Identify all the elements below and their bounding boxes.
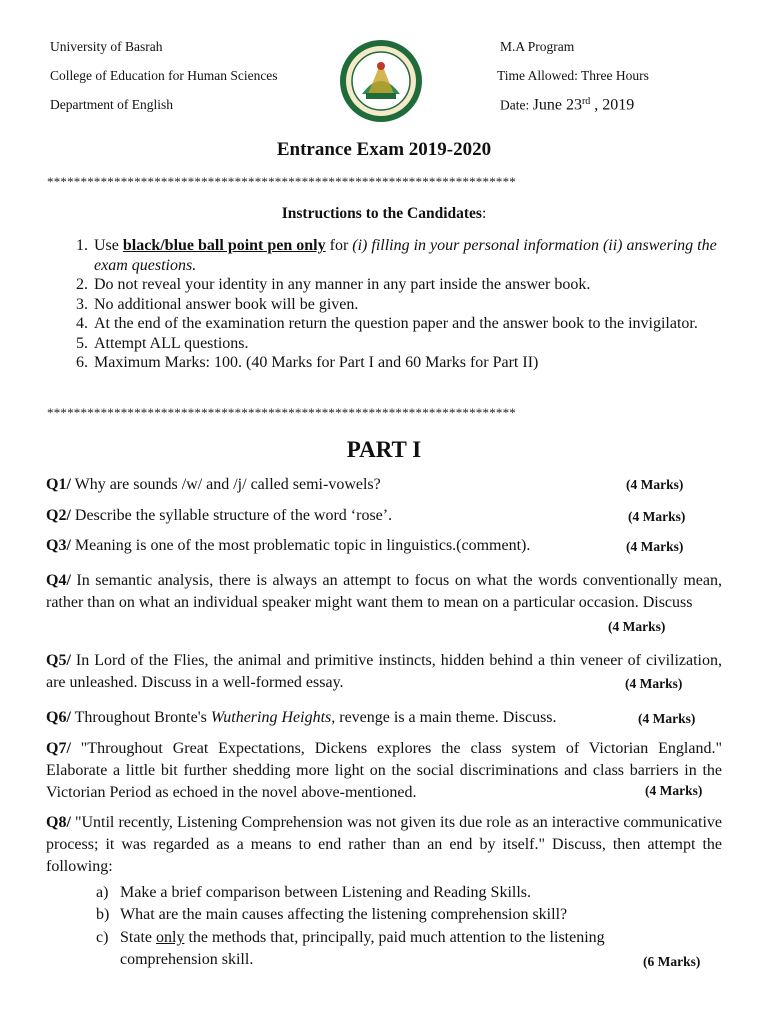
instructions-list <box>48 236 752 373</box>
question-7 <box>46 738 722 804</box>
instruction-item: 2. Do not reveal your identity in any manner in any part inside the answer book. <box>92 275 752 295</box>
question-text: In semantic analysis, there is always an attempt to focus on what the words conventionally mean, rather than on what an individual speaker might want them to mean on a particular occasion. Discuss <box>46 572 722 611</box>
instruction-item <box>92 236 752 275</box>
university-name: University of Basrah <box>50 39 163 54</box>
question-number: Q1/ <box>46 476 71 493</box>
time-allowed: Time Allowed: Three Hours <box>497 68 649 83</box>
question-6 <box>46 707 722 729</box>
instruction-item: 4. At the end of the examination return the question paper and the answer book to the invigilator. <box>92 314 752 334</box>
question-number: Q2/ <box>46 507 71 524</box>
program-name: M.A Program <box>500 39 575 54</box>
question-8-part-c <box>96 927 656 971</box>
exam-title: Entrance Exam 2019-2020 <box>276 139 492 160</box>
sub-text-pre: State <box>120 929 156 946</box>
question-text: "Until recently, Listening Comprehension was not given its due role as an interactive communicative process; it was regarded as a means to end rather than an end by itself." Discuss, then attempt the following: <box>46 814 722 875</box>
question-marks: (4 Marks) <box>645 783 703 798</box>
date-value: June 23 <box>532 96 582 114</box>
sub-text-underline: only <box>156 929 185 946</box>
question-number: Q7/ <box>46 740 71 757</box>
question-8 <box>46 812 722 878</box>
question-number: Q6/ <box>46 709 71 726</box>
question-marks: (6 Marks) <box>643 954 701 969</box>
instructions-heading-text: Instructions to the Candidates <box>281 205 482 222</box>
instructions-heading-colon: : <box>481 205 487 222</box>
question-marks: (4 Marks) <box>628 509 686 524</box>
question-3 <box>46 535 722 557</box>
question-text: Describe the syllable structure of the word ‘rose’. <box>70 507 393 524</box>
question-8-part-a <box>96 882 716 904</box>
question-text: Meaning is one of the most problematic topic in linguistics.(comment). <box>70 537 531 554</box>
instruction-1-bold: black/blue ball point pen only <box>122 237 326 254</box>
question-number: Q8/ <box>46 814 71 831</box>
question-number: Q5/ <box>46 652 71 669</box>
instruction-item: 6. Maximum Marks: 100. (40 Marks for Part I and 60 Marks for Part II) <box>92 353 752 373</box>
sub-text <box>120 927 656 971</box>
question-text-post: , revenge is a main theme. Discuss. <box>331 709 557 726</box>
question-number: Q3/ <box>46 537 71 554</box>
question-1 <box>46 474 722 496</box>
sub-text: Make a brief comparison between Listening and Reading Skills. <box>120 884 532 901</box>
date-suffix: rd <box>581 96 591 107</box>
question-marks: (4 Marks) <box>626 477 684 492</box>
question-text: "Throughout Great Expectations, Dickens explores the class system of Victorian England." Elaborate a little bit further shedding more light on the social discriminations and class barriers in the Victorian Period as echoed in the novel above-mentioned. <box>46 740 722 801</box>
instruction-1-mid: for <box>325 237 353 254</box>
date-year: , 2019 <box>590 96 635 114</box>
question-5 <box>46 650 722 694</box>
instruction-item: 3. No additional answer book will be given. <box>92 295 752 315</box>
separator-top: ********************************************************************** <box>47 174 516 189</box>
college-seal-logo <box>338 38 424 124</box>
sub-text: What are the main causes affecting the listening comprehension skill? <box>120 906 568 923</box>
exam-date <box>500 96 634 115</box>
instruction-1-pre: Use <box>94 237 123 254</box>
college-name: College of Education for Human Sciences <box>50 68 278 83</box>
department-name: Department of English <box>50 97 173 112</box>
sub-text-post: the methods that, principally, paid much attention to the listening comprehension skill. <box>120 929 605 968</box>
question-text-pre: Throughout Bronte's <box>70 709 211 726</box>
question-text: In Lord of the Flies, the animal and primitive instincts, hidden behind a thin veneer of civilization, are unleashed. Discuss in a well-formed essay. <box>46 652 722 691</box>
question-2 <box>46 505 722 527</box>
question-marks: (4 Marks) <box>638 711 696 726</box>
sub-label: b) <box>96 906 110 923</box>
novel-title: Wuthering Heights <box>210 709 332 726</box>
instructions-heading <box>0 205 768 223</box>
question-marks: (4 Marks) <box>625 676 683 691</box>
date-label: Date: <box>500 97 533 113</box>
question-4 <box>46 570 722 614</box>
instruction-1-italic: (i) filling in your personal information (ii) answering the exam questions. <box>94 237 717 274</box>
question-marks: (4 Marks) <box>626 539 684 554</box>
separator-bottom: ********************************************************************** <box>47 405 516 420</box>
sub-label: c) <box>96 929 109 946</box>
instruction-item: 5. Attempt ALL questions. <box>92 334 752 354</box>
question-text: Why are sounds /w/ and /j/ called semi-vowels? <box>70 476 381 493</box>
sub-label: a) <box>96 884 109 901</box>
question-number: Q4/ <box>46 572 71 589</box>
question-8-part-b <box>96 904 716 926</box>
question-marks: (4 Marks) <box>608 619 666 634</box>
part-title: PART I <box>346 437 422 462</box>
